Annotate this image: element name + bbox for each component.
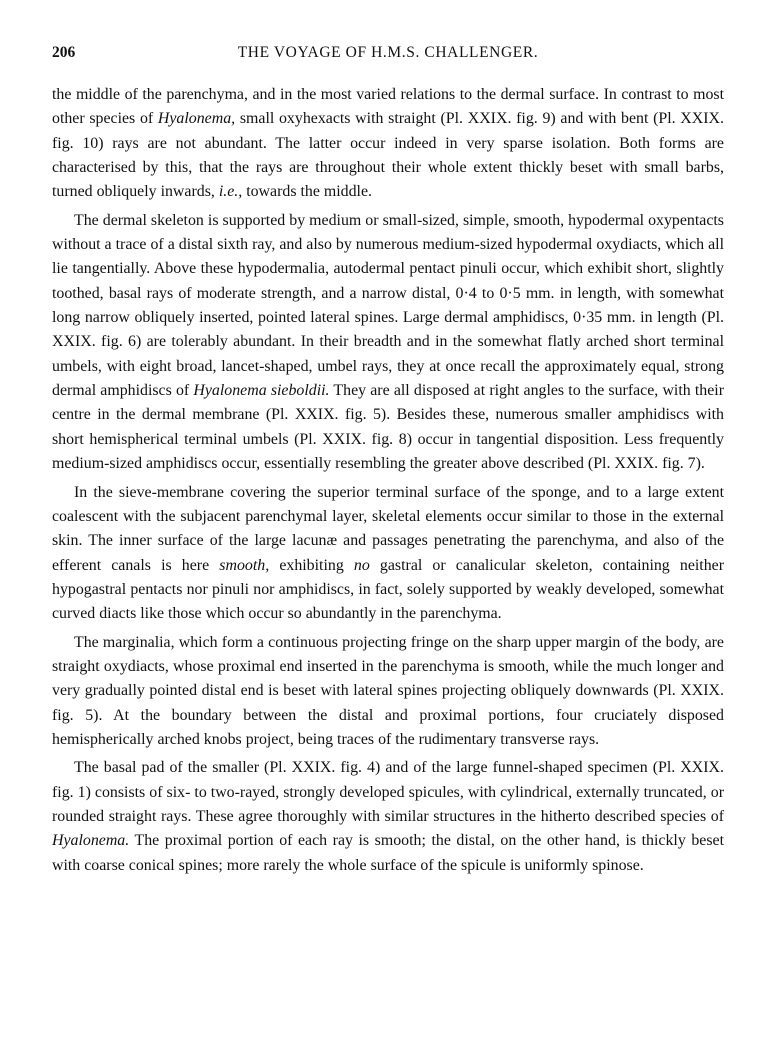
text-run: The dermal skeleton is supported by medium or small-sized, simple, smooth, hypodermal oxypentacts without a trace of a distal sixth ray, and also by numerous medium-sized hypodermal oxydiacts, which all lie tangentially. Above these hypodermalia, autodermal pentact pinuli occur, which exhibit short, slightly toothed, basal rays of moderate strength, and a narrow distal, 0·4 to 0·5 mm. in length, with somewhat long narrow obliquely inserted, pointed lateral spines. Large dermal amphidiscs, 0·35 mm. in length (Pl. XXIX. fig. 6) are tolerably abundant. In their breadth and in the somewhat flatly arched short terminal umbels, with eight broad, lancet-shaped, umbel rays, they at once recall the approximately equal, strong dermal amphidiscs of (52, 211, 724, 400)
paragraph (52, 631, 724, 753)
text-run: The marginalia, which form a continuous projecting fringe on the sharp upper margin of the body, are straight oxydiacts, whose proximal end inserted in the parenchyma is smooth, while the much longer and very gradually pointed distal end is beset with lateral spines projecting obliquely downwards (Pl. XXIX. fig. 5). At the boundary between the distal and proximal portions, four cruciately disposed hemispherically arched knobs project, being traces of the rudimentary transverse rays. (52, 633, 724, 748)
text-run: The proximal portion of each ray is smooth; the distal, on the other hand, is thickly beset with coarse conical spines; more rarely the whole surface of the spicule is uniformly spinose. (52, 832, 724, 874)
text-run: small oxyhexacts with straight (Pl. XXIX. fig. 9) and with bent (Pl. XXIX. fig. 10) rays are not abundant. The latter occur indeed in very sparse isolation. Both forms are characterised by this, that the rays are throughout their whole extent thickly beset with small barbs, turned obliquely inwards, (52, 110, 724, 201)
paragraph (52, 83, 724, 205)
italic-text: i.e., (218, 183, 243, 201)
paragraph (52, 209, 724, 477)
paragraph (52, 756, 724, 878)
page-header (52, 44, 724, 68)
text-run: In the sieve-membrane covering the superior terminal surface of the sponge, and to a large extent coalescent with the subjacent parenchymal layer, skeletal elements occur similar to those in the external skin. The inner surface of the large lacunæ and passages penetrating the parenchyma, and also of the efferent canals is here (52, 483, 724, 574)
italic-text: no (353, 556, 370, 574)
text-run: the middle of the parenchyma, and in the most varied relations to the dermal surface. In contrast to most other species of (52, 86, 724, 128)
page-number: 206 (52, 44, 76, 61)
italic-text: smooth, (219, 556, 270, 574)
italic-text: Hyalonema sieboldii. (193, 382, 330, 400)
text-run: towards the middle. (242, 183, 372, 201)
paragraph (52, 481, 724, 627)
italic-text: Hyalonema, (157, 110, 236, 128)
body-text (52, 83, 724, 878)
text-run: The basal pad of the smaller (Pl. XXIX. fig. 4) and of the large funnel-shaped specimen (Pl. XXIX. fig. 1) consists of six- to two-rayed, strongly developed spicules, with cylindrical, externally truncated, or rounded straight rays. These agree thoroughly with similar structures in the hitherto described species of (52, 759, 724, 825)
text-run: exhibiting (269, 556, 354, 574)
text-run: They are all disposed at right angles to the surface, with their centre in the dermal membrane (Pl. XXIX. fig. 5). Besides these, numerous smaller amphidiscs with short hemispherical terminal umbels (Pl. XXIX. fig. 8) occur in tangential disposition. Less frequently medium-sized amphidiscs occur, essentially resembling the greater above described (Pl. XXIX. fig. 7). (52, 382, 724, 473)
document-page (52, 44, 724, 878)
italic-text: Hyalonema. (52, 832, 130, 850)
text-run: gastral or canalicular skeleton, containing neither hypogastral pentacts nor pinuli nor amphidiscs, in fact, solely supported by weakly developed, somewhat curved diacts like those which occur so abundantly in the parenchyma. (52, 556, 725, 623)
running-title: THE VOYAGE OF H.M.S. CHALLENGER. (237, 44, 539, 61)
